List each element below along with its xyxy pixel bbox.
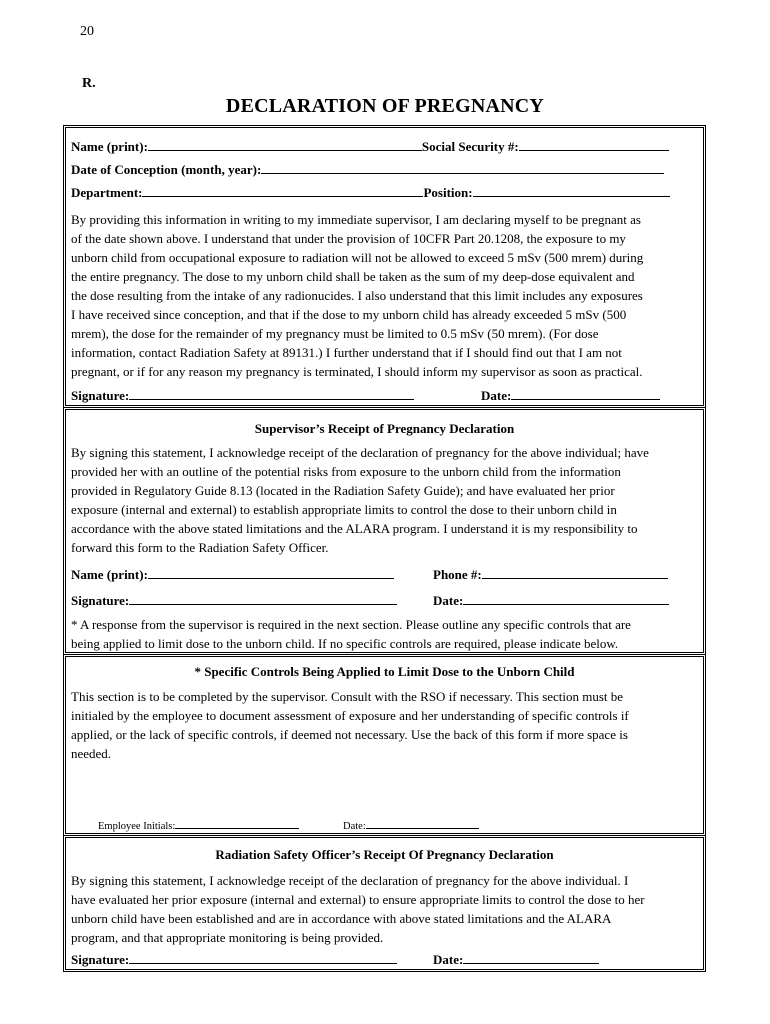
- controls-date-label: Date:: [343, 821, 366, 832]
- department-field[interactable]: [142, 185, 423, 197]
- supervisor-signature-label: Signature:: [71, 593, 130, 608]
- conception-date-field[interactable]: [261, 162, 664, 174]
- ssn-field[interactable]: [519, 139, 669, 151]
- rso-receipt-section: [63, 835, 706, 972]
- controls-statement: This section is to be completed by the supervisor. Consult with the RSO if necessary. This section must be initialed by the employee to document assessment of exposure and her understanding of specific controls if applied, or the lack of specific controls, if deemed not necessary. Use the back of this form if more space is needed.: [71, 689, 629, 761]
- employee-name-field[interactable]: [148, 139, 422, 151]
- rso-signature-field[interactable]: [129, 952, 397, 964]
- ssn-label: Social Security #:: [421, 139, 519, 154]
- employee-signature-field[interactable]: [129, 388, 414, 400]
- employee-signature-label: Signature:: [71, 388, 130, 403]
- supervisor-signature-field[interactable]: [129, 593, 397, 605]
- employee-date-label: Date:: [481, 388, 512, 403]
- rso-statement: By signing this statement, I acknowledge receipt of the declaration of pregnancy for the above individual. I have evaluated her prior exposure (internal and external) to ensure appropriate limits to control the dose to her unborn child have been established and are in accordance with above stated limitations and the ALARA program, and that appropriate monitoring is being provided.: [71, 873, 645, 945]
- section-mark: R.: [82, 76, 96, 91]
- employee-name-label: Name (print):: [71, 139, 148, 154]
- rso-date-field[interactable]: [463, 952, 599, 964]
- position-field[interactable]: [473, 185, 670, 197]
- position-label: Position:: [423, 185, 473, 200]
- employee-initials-row: [98, 818, 299, 832]
- supervisor-name-label: Name (print):: [71, 567, 148, 582]
- supervisor-phone-field[interactable]: [482, 567, 668, 579]
- supervisor-phone-row: [433, 567, 668, 583]
- specific-controls-section: [63, 654, 706, 836]
- employee-declaration-section: [63, 125, 706, 408]
- supervisor-note: * A response from the supervisor is required in the next section. Please outline any specific controls that are being applied to limit dose to the unborn child. If no specific controls are required, please indicate below.: [71, 617, 631, 651]
- employee-statement: By providing this information in writing to my immediate supervisor, I am declaring myself to be pregnant as of the date shown above. I understand that under the provision of 10CFR Part 20.1208, the exposure to my unborn child from occupational exposure to radiation will not be allowed to exceed 5 mSv (500 mrem) during the entire pregnancy. The dose to my unborn child shall be taken as the sum of my deep-dose equivalent and the dose resulting from the intake of any radionucides. I also understand that this limit includes any exposures I have received since conception, and that if the dose to my unborn child has already exceeded 5 mSv (500 mrem), the dose for the remainder of my pregnancy must be limited to 0.5 mSv (50 mrem). (For dose information, contact Radiation Safety at 89131.) I further understand that if I should find out that I am not pregnant, or if for any reason my pregnancy is terminated, I should inform my supervisor as soon as practical.: [71, 212, 644, 379]
- supervisor-date-label: Date:: [433, 593, 464, 608]
- controls-date-row: [343, 818, 479, 832]
- supervisor-receipt-section: [63, 407, 706, 655]
- rso-signature-row: [71, 952, 397, 968]
- employee-date-row: [481, 388, 660, 404]
- rso-date-label: Date:: [433, 952, 464, 967]
- supervisor-phone-label: Phone #:: [433, 567, 482, 582]
- employee-name-row: [71, 139, 669, 155]
- conception-row: [71, 162, 664, 178]
- controls-date-field[interactable]: [366, 818, 479, 829]
- department-row: [71, 185, 670, 201]
- supervisor-signature-row: [71, 593, 397, 609]
- controls-heading: * Specific Controls Being Applied to Limit Dose to the Unborn Child: [194, 664, 575, 679]
- department-label: Department:: [71, 185, 143, 200]
- employee-date-field[interactable]: [511, 388, 660, 400]
- supervisor-statement: By signing this statement, I acknowledge receipt of the declaration of pregnancy for the above individual; have provided her with an outline of the potential risks from exposure to the unborn child from the information provided in Regulatory Guide 8.13 (located in the Radiation Safety Guide); and have evaluated her prior exposure (internal and external) to establish appropriate limits to control the dose to their unborn child in accordance with the above stated limitations and the ALARA program. I understand it is my responsibility to forward this form to the Radiation Safety Officer.: [71, 445, 649, 555]
- supervisor-date-field[interactable]: [463, 593, 669, 605]
- conception-label: Date of Conception (month, year):: [71, 162, 262, 177]
- rso-date-row: [433, 952, 599, 968]
- form-title: DECLARATION OF PREGNANCY: [225, 95, 545, 117]
- supervisor-name-field[interactable]: [148, 567, 394, 579]
- employee-signature-row: [71, 388, 414, 404]
- rso-heading: Radiation Safety Officer’s Receipt Of Pregnancy Declaration: [215, 847, 554, 862]
- employee-initials-field[interactable]: [175, 818, 299, 829]
- supervisor-name-row: [71, 567, 394, 583]
- rso-signature-label: Signature:: [71, 952, 130, 967]
- employee-initials-label: Employee Initials:: [98, 821, 176, 832]
- page-number: 20: [80, 24, 94, 39]
- supervisor-heading: Supervisor’s Receipt of Pregnancy Declaration: [254, 421, 515, 436]
- supervisor-date-row: [433, 593, 669, 609]
